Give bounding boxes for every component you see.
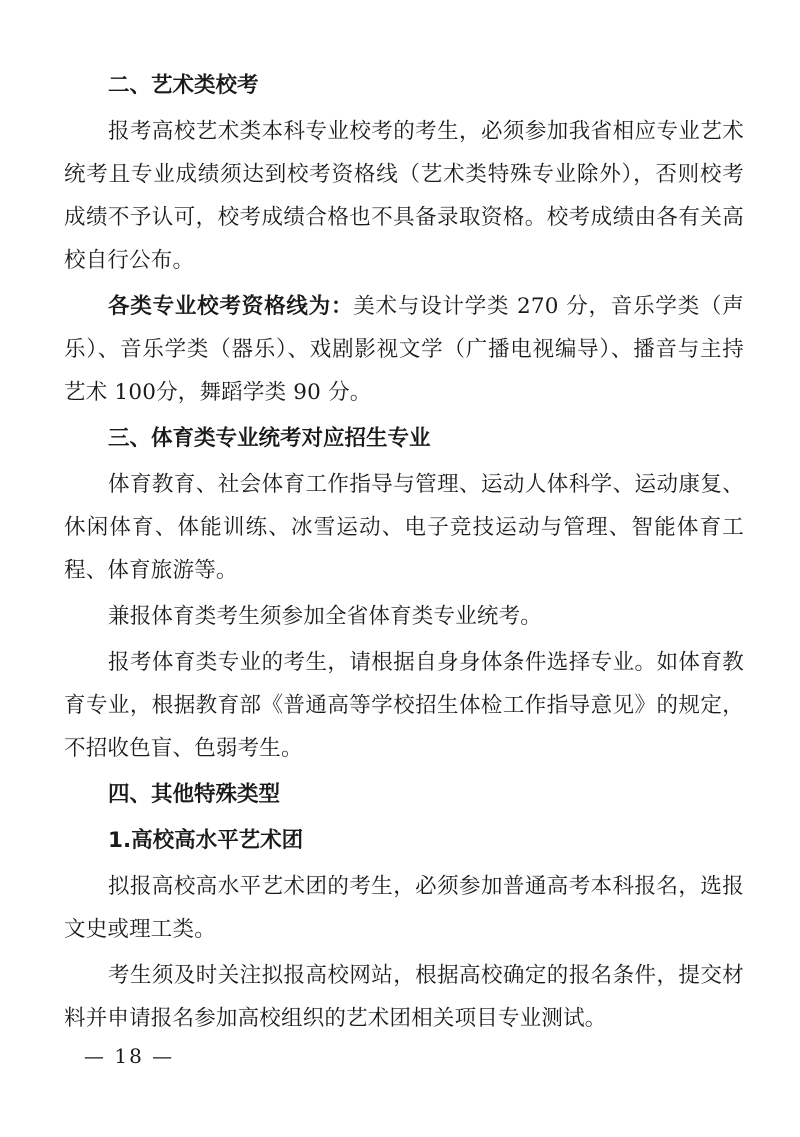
document-body [64,64,744,1043]
paragraph: 考生须及时关注拟报高校网站，根据高校确定的报名条件，提交材料并申请报名参加高校组织的艺术团相关项目专业测试。 [64,963,744,1031]
bold-lead-text: 各类专业校考资格线为： [108,294,354,319]
paragraph: 拟报高校高水平艺术团的考生，必须参加普通高考本科报名，选报文史或理工类。 [64,874,744,942]
page-number: — 18 — [84,1044,175,1068]
paragraph-text: 美术与设计学类 270 分，音乐学类（声乐）、音乐学类（器乐）、戏剧影视文学（广播电视编导）、播音与主持艺术 100分，舞蹈学类 90 分。 [64,294,745,405]
section-heading-sports: 三、体育类专业统考对应招生专业 [108,426,431,451]
subsection-heading-art-troupe: 1.高校高水平艺术团 [108,828,304,853]
section-heading-other: 四、其他特殊类型 [108,782,281,807]
paragraph: 兼报体育类考生须参加全省体育类专业统考。 [108,604,543,629]
paragraph: 体育教育、社会体育工作指导与管理、运动人体科学、运动康复、休闲体育、体能训练、冰雪运动、电子竞技运动与管理、智能体育工程、体育旅游等。 [64,472,744,583]
paragraph: 报考体育类专业的考生，请根据自身身体条件选择专业。如体育教育专业，根据教育部《普通高等学校招生体检工作指导意见》的规定，不招收色盲、色弱考生。 [64,650,744,761]
paragraph-qualification-lines [64,285,744,414]
section-heading-art: 二、艺术类校考 [108,73,259,98]
paragraph: 报考高校艺术类本科专业校考的考生，必须参加我省相应专业艺术统考且专业成绩须达到校考资格线（艺术类特殊专业除外），否则校考成绩不予认可，校考成绩合格也不具备录取资格。校考成绩由各有关高校自行公布。 [64,119,744,273]
